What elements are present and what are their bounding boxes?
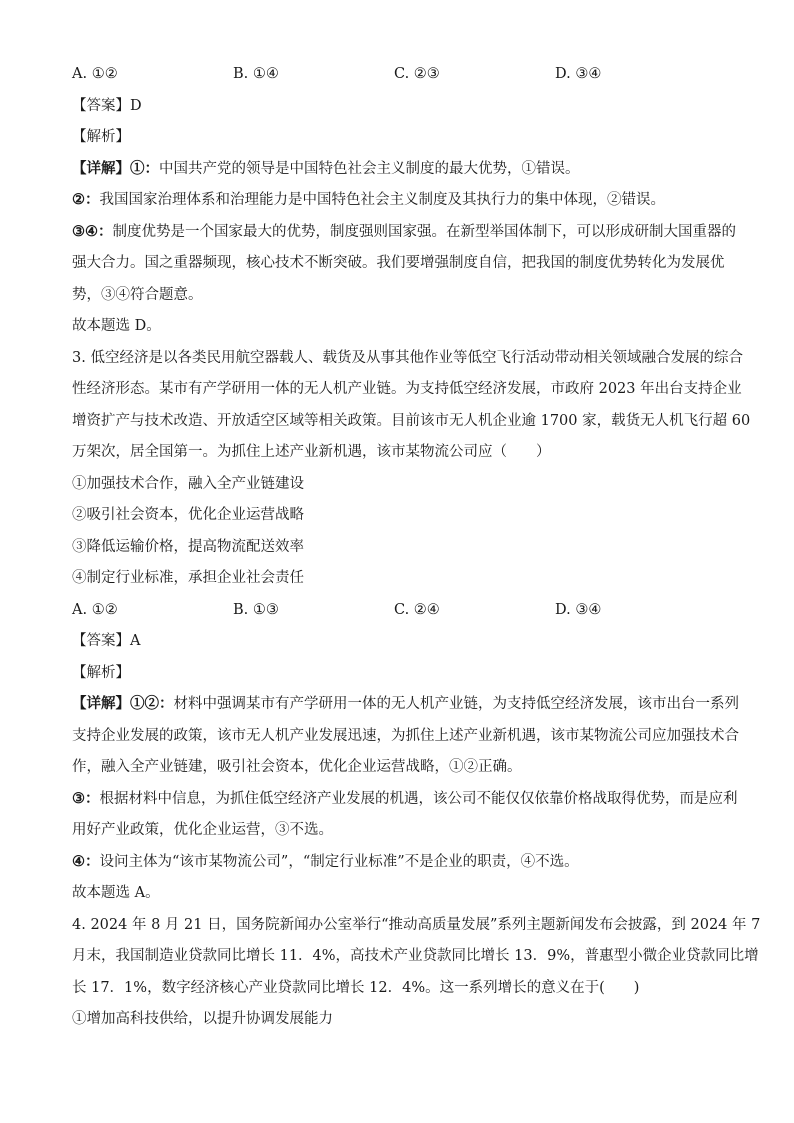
q3-option-d: D. ③④ [555,601,602,618]
q3-options [72,598,722,630]
detail-text: 势，③④符合题意。 [72,286,203,303]
q4-stem-line: 4. 2024 年 8 月 21 日，国务院新闻办公室举行“推动高质量发展”系列主题新闻发布会披露，到 2024 年 7 [72,916,761,933]
q3-stem-line: 3. 低空经济是以各类民用航空器载人、载货及从事其他作业等低空飞行活动带动相关领域融合发展的综合 [72,349,743,366]
q3-statement: ①加强技术合作，融入全产业链建设 [72,475,304,492]
q3-option-b: B. ①③ [233,601,279,618]
q2-option-b: B. ①④ [233,66,279,82]
answer-value: D [130,97,142,114]
detail-text: 强大合力。国之重器频现，核心技术不断突破。我们要增强制度自信，把我国的制度优势转化为发展优 [72,255,725,271]
q3-option-a: A. ①② [72,601,118,618]
detail-lead: ③④： [72,222,113,240]
q3-answer [72,629,722,661]
q3-detail-line [72,850,722,882]
q2-detail-line [72,251,725,283]
q2-detail-line [72,220,736,252]
q3-statement: ②吸引社会资本，优化企业运营战略 [72,507,304,523]
q3-stem-line: 万架次，居全国第一。为抓住上述产业新机遇，该市某物流公司应（ ） [72,444,551,460]
detail-lead: 【详解】①②： [72,695,174,712]
detail-lead: ③： [72,789,100,807]
q2-detail-line [72,283,722,315]
detail-lead: 【详解】①： [72,159,159,177]
q3-detail-line [72,692,739,724]
detail-lead: ④： [72,852,100,870]
q3-stem-line: 性经济形态。某市有产学研用一体的无人机产业链。为支持低空经济发展，市政府 2023 年出台支持企业 [72,381,742,397]
q2-conclusion: 故本题选 D。 [72,318,161,334]
q4-stem-line: 月末，我国制造业贷款同比增长 11．4%，高技术产业贷款同比增长 13．9%，普惠型小微企业贷款同比增 [72,948,759,964]
detail-text: 制度优势是一个国家最大的优势，制度强则国家强。在新型举国体制下，可以形成研制大国重器的 [112,223,736,240]
answer-label: 【答案】 [72,97,130,114]
answer-value: A [130,633,141,649]
q2-option-d: D. ③④ [555,66,602,82]
detail-text: 根据材料中信息，为抓住低空经济产业发展的机遇，该公司不能仅仅依靠价格战取得优势，而是应利 [99,790,738,807]
q4-stem-line: 长 17．1%，数字经济核心产业贷款同比增长 12．4%。这一系列增长的意义在于( ) [72,979,640,996]
detail-text: 支持企业发展的政策，该市无人机产业发展迅速，为抓住上述产业新机遇，该市某物流公司应加强技术合 [72,727,739,744]
q3-detail-line [72,755,722,787]
q2-analysis-label: 【解析】 [72,129,130,145]
document-page [72,62,761,1039]
detail-text: 我国国家治理体系和治理能力是中国特色社会主义制度及其执行力的集中体现，②错误。 [99,192,665,208]
q3-option-c: C. ②④ [394,601,440,618]
q3-detail-line [72,787,738,819]
detail-text: 作，融入全产业链建，吸引社会资本，优化企业运营战略，①②正确。 [72,759,522,775]
q3-statement: ③降低运输价格，提高物流配送效率 [72,538,304,555]
q2-detail-line [72,188,722,220]
q3-detail-line [72,724,739,756]
answer-label: 【答案】 [72,633,130,649]
q2-detail-line [72,157,722,189]
q3-conclusion: 故本题选 A。 [72,885,160,901]
q2-options [72,62,722,94]
q4-statement: ①增加高科技供给，以提升协调发展能力 [72,1011,333,1027]
detail-text: 中国共产党的领导是中国特色社会主义制度的最大优势，①错误。 [159,160,580,177]
q3-statement: ④制定行业标准，承担企业社会责任 [72,570,304,586]
q2-option-c: C. ②③ [394,66,440,82]
detail-text: 材料中强调某市有产学研用一体的无人机产业链，为支持低空经济发展，该市出台一系列 [173,696,739,712]
q3-analysis-label: 【解析】 [72,664,130,681]
q2-option-a: A. ①② [72,66,118,82]
q3-detail-line [72,818,722,850]
q2-answer [72,94,722,126]
q3-stem-line: 增资扩产与技术改造、开放适空区域等相关政策。目前该市无人机企业逾 1700 家，载货无人机飞行超 60 [72,412,751,429]
detail-text: 用好产业政策，优化企业运营，③不选。 [72,822,333,838]
detail-lead: ②： [72,191,100,208]
detail-text: 设问主体为“该市某物流公司”，“制定行业标准”不是企业的职责，④不选。 [99,853,579,870]
